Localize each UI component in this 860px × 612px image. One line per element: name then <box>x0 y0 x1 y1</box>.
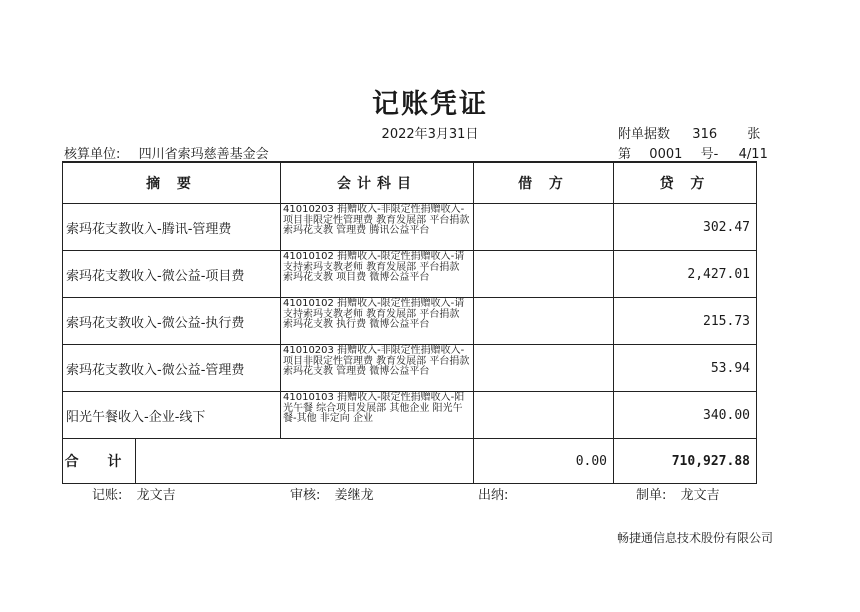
row-credit: 53.94 <box>614 345 757 392</box>
table-row <box>63 298 757 345</box>
voucher-date: 2022年3月31日 <box>381 127 479 142</box>
header-credit: 贷 方 <box>614 162 757 204</box>
row-account: 41010102 捐赠收入-限定性捐赠收入-请支持索玛支教老师 教育发展部 平台捐款 索玛花支教 执行费 微博公益平台 <box>281 298 474 345</box>
row-account: 41010102 捐赠收入-限定性捐赠收入-请支持索玛支教老师 教育发展部 平台捐款 索玛花支教 项目费 微博公益平台 <box>281 251 474 298</box>
reviewer-label: 审核: <box>290 488 321 503</box>
header-debit: 借 方 <box>474 162 614 204</box>
accounting-unit <box>64 143 269 162</box>
voucher-table <box>62 161 757 484</box>
bookkeeper <box>92 484 176 503</box>
row-summary: 索玛花支教收入-微公益-管理费 <box>63 345 281 392</box>
total-row <box>63 439 757 484</box>
row-summary: 阳光午餐收入-企业-线下 <box>63 392 281 439</box>
header-account: 会计科目 <box>281 162 474 204</box>
attachment-count <box>618 123 760 142</box>
table-row <box>63 204 757 251</box>
total-label: 合 计 <box>63 439 136 483</box>
table-row <box>63 345 757 392</box>
page-indicator: 4/11 <box>738 147 768 162</box>
unit-name: 四川省索玛慈善基金会 <box>138 147 269 162</box>
total-credit: 710,927.88 <box>614 439 757 484</box>
cashier-label: 出纳: <box>478 488 509 503</box>
number-value: 0001 <box>649 147 683 162</box>
attachment-unit: 张 <box>747 127 761 142</box>
row-account: 41010203 捐赠收入-非限定性捐赠收入-项目非限定性管理费 教育发展部 平台捐款 索玛花支教 管理费 微博公益平台 <box>281 345 474 392</box>
voucher-number <box>618 143 768 162</box>
attachment-label: 附单据数 <box>618 127 671 142</box>
cashier <box>478 484 508 503</box>
header-summary: 摘 要 <box>63 162 281 204</box>
software-company: 畅捷通信息技术股份有限公司 <box>617 531 774 545</box>
preparer <box>636 484 720 503</box>
row-debit <box>474 345 614 392</box>
reviewer <box>290 484 374 503</box>
row-debit <box>474 298 614 345</box>
row-credit: 2,427.01 <box>614 251 757 298</box>
total-label-cell <box>63 439 474 484</box>
row-account: 41010203 捐赠收入-非限定性捐赠收入-项目非限定性管理费 教育发展部 平台捐款 索玛花支教 管理费 腾讯公益平台 <box>281 204 474 251</box>
row-account: 41010103 捐赠收入-限定性捐赠收入-阳光午餐 综合项目发展部 其他企业 阳光午餐-其他 非定向 企业 <box>281 392 474 439</box>
voucher-title: 记账凭证 <box>372 89 488 120</box>
row-debit <box>474 204 614 251</box>
row-debit <box>474 251 614 298</box>
total-debit: 0.00 <box>474 439 614 484</box>
table-row <box>63 392 757 439</box>
preparer-name: 龙文吉 <box>680 488 720 503</box>
row-summary: 索玛花支教收入-微公益-项目费 <box>63 251 281 298</box>
row-summary: 索玛花支教收入-微公益-执行费 <box>63 298 281 345</box>
table-row <box>63 251 757 298</box>
row-credit: 302.47 <box>614 204 757 251</box>
number-suffix: 号- <box>700 147 719 162</box>
row-summary: 索玛花支教收入-腾讯-管理费 <box>63 204 281 251</box>
row-debit <box>474 392 614 439</box>
number-prefix: 第 <box>618 147 632 162</box>
bookkeeper-name: 龙文吉 <box>136 488 176 503</box>
unit-label: 核算单位: <box>64 147 121 162</box>
bookkeeper-label: 记账: <box>92 488 123 503</box>
row-credit: 340.00 <box>614 392 757 439</box>
reviewer-name: 姜继龙 <box>334 488 374 503</box>
preparer-label: 制单: <box>636 488 667 503</box>
attachment-number: 316 <box>692 127 718 142</box>
row-credit: 215.73 <box>614 298 757 345</box>
table-header-row <box>63 162 757 204</box>
